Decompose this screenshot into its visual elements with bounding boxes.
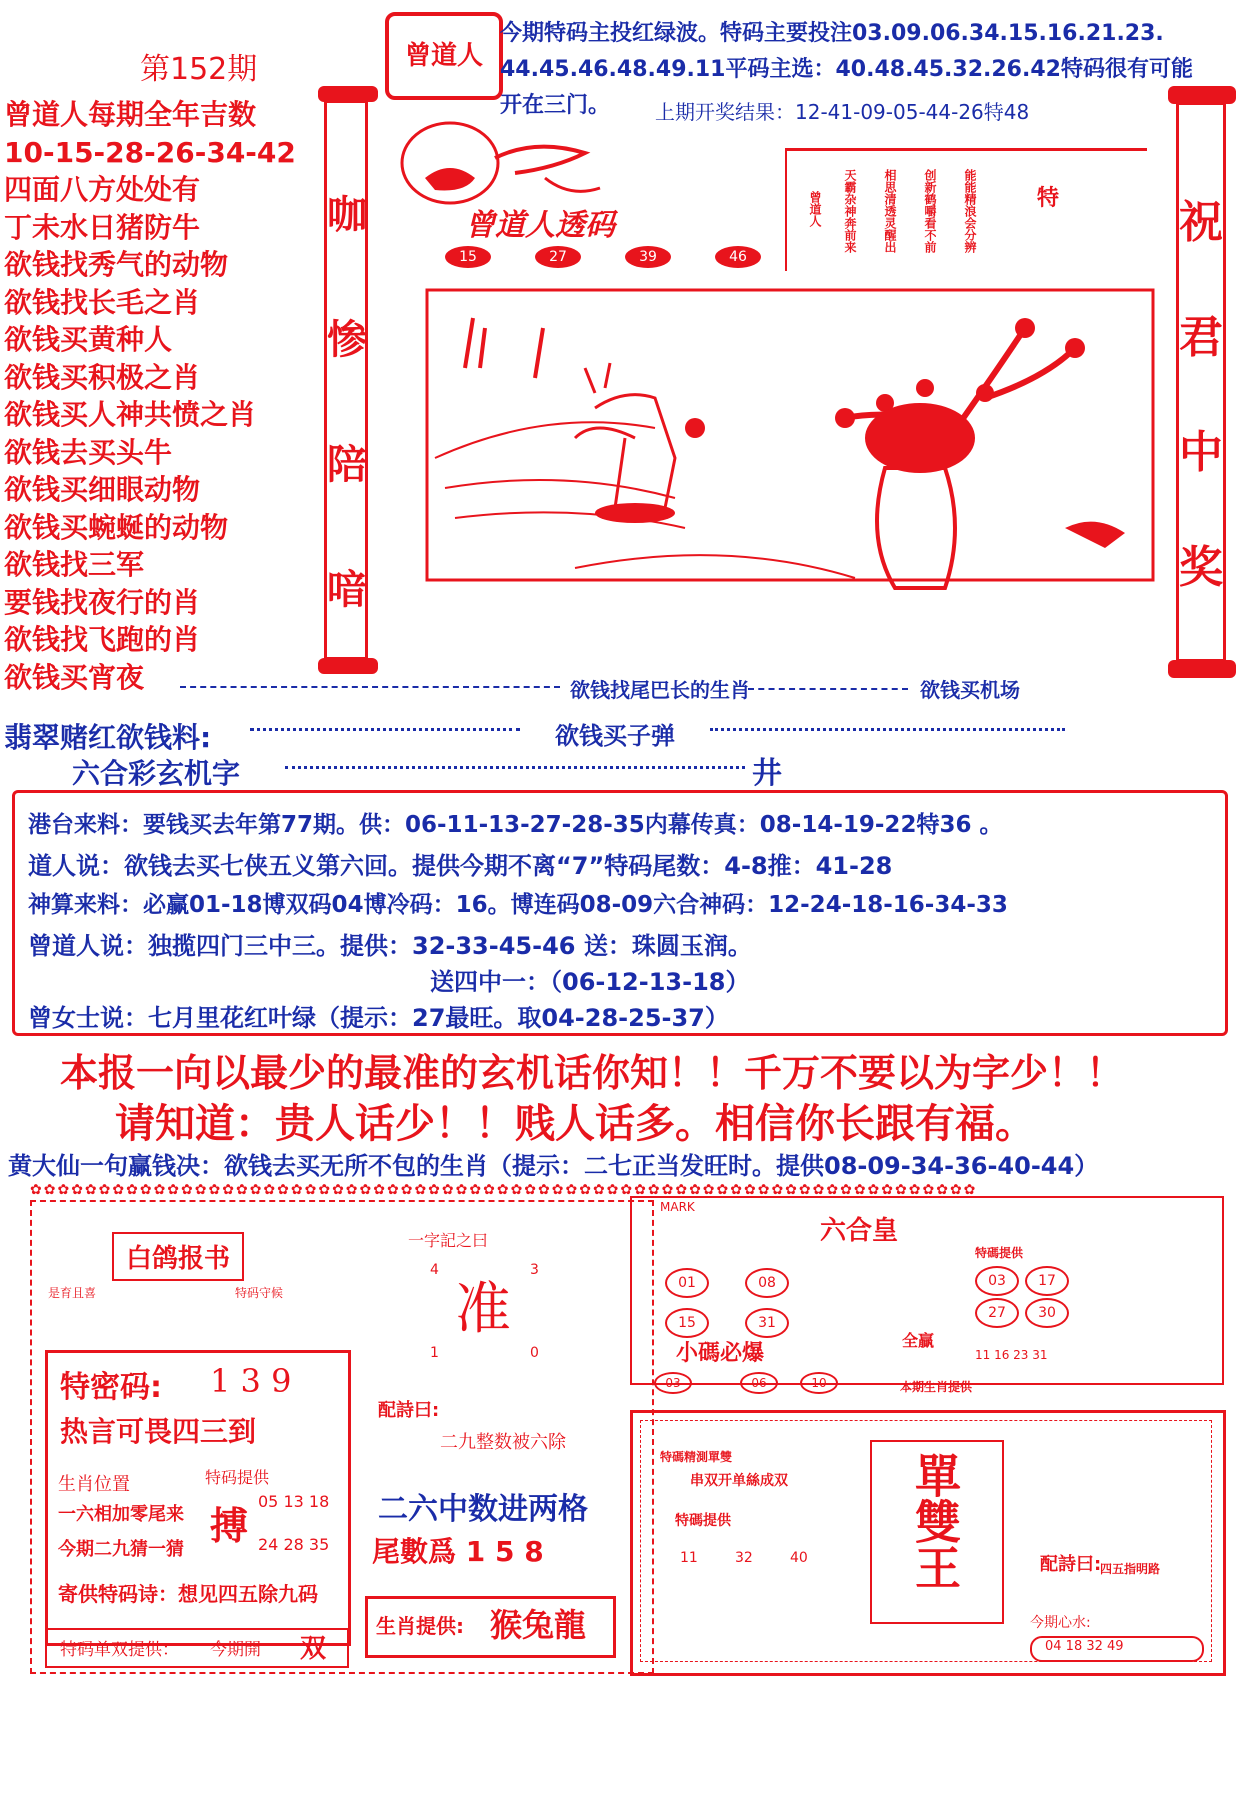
riddle-2: 欲钱买机场 <box>920 678 1020 702</box>
number-circle: 06 <box>740 1372 778 1394</box>
riddle-1: 欲钱找尾巴长的生肖 <box>570 678 750 702</box>
te-label: 特密码: <box>60 1370 162 1405</box>
tip-label-2: 特碼提供 <box>675 1513 731 1529</box>
number-circle: 03 <box>975 1266 1019 1296</box>
left-banner-char: 惨 <box>327 317 367 363</box>
dotted-divider <box>748 688 908 690</box>
number-circle: 01 <box>665 1268 709 1298</box>
top-line-2: 44.45.46.48.49.11平码主选：40.48.45.32.26.42特码很有可能 <box>500 57 1193 82</box>
left-line: 欲钱找飞跑的肖 <box>4 623 201 656</box>
star-border: ✿✿✿✿✿✿✿✿✿✿✿✿✿✿✿✿✿✿✿✿✿✿✿✿✿✿✿✿✿✿✿✿✿✿✿✿✿✿✿✿✿✿✿✿✿✿✿✿✿✿✿✿✿✿✿✿✿✿✿✿✿✿✿✿✿✿✿✿✿ <box>30 1182 978 1198</box>
right-banner-char: 中 <box>1179 427 1223 478</box>
small-note-1: 是育且喜 <box>48 1286 97 1300</box>
tip-num: 40 <box>790 1550 808 1566</box>
right-scroll <box>1176 102 1226 662</box>
left-banner-char: 咖 <box>327 192 367 238</box>
left-line: 丁未水日猪防牛 <box>4 210 201 244</box>
zi-n0: 0 <box>530 1345 539 1361</box>
left-banner-char: 喑 <box>327 567 367 613</box>
nums-a: 05 13 18 <box>258 1492 330 1511</box>
poem-col: 创新鹤嚼看不前 <box>923 169 937 253</box>
right-scroll-bottom <box>1168 660 1236 678</box>
zi-n3: 3 <box>530 1262 539 1278</box>
nums-b: 24 28 35 <box>258 1535 330 1554</box>
slogan-line-1: 本报一向以最少的最准的玄机话你知！！千万不要以为字少！！ <box>60 1050 1125 1095</box>
dbl-text: 串双开单絲成双 <box>690 1473 788 1489</box>
te-phrase: 热言可畏四三到 <box>60 1415 257 1448</box>
dbl-title: 特碼精測單雙 <box>660 1450 733 1464</box>
mid-line-2: 尾數爲 1 5 8 <box>372 1535 544 1568</box>
dotted-divider <box>250 728 520 731</box>
tip-num: 32 <box>735 1550 753 1566</box>
baige-title: 白鸽报书 <box>112 1232 244 1281</box>
zodiac-value: 猴兔龍 <box>490 1606 587 1644</box>
left-line: 欲钱去买头牛 <box>4 435 173 469</box>
number-circle: 03 <box>654 1372 692 1394</box>
left-line: 欲钱找秀气的动物 <box>4 248 229 281</box>
poem-col: 曾道人 <box>808 191 822 227</box>
right-banner-char: 君 <box>1179 312 1223 363</box>
small-title: 小碼必爆 <box>676 1341 765 1366</box>
left-line: 欲钱买人神共愤之肖 <box>4 398 257 431</box>
tip-label: 特码提供 <box>205 1468 270 1487</box>
te-numbers: 1 3 9 <box>210 1362 292 1400</box>
poem-col: 天霸杂神奔前来 <box>843 169 857 253</box>
king-title: 單雙王 <box>908 1452 962 1590</box>
pos-label: 生肖位置 <box>58 1474 130 1495</box>
dbl-text: 今期開 <box>210 1640 261 1660</box>
nums-row: 11 16 23 31 <box>975 1348 1048 1362</box>
dotted-divider <box>285 766 745 769</box>
right-poem-label: 配詩曰: <box>1040 1554 1102 1575</box>
tip-num: 11 <box>680 1550 698 1566</box>
left-line: 要钱找夜行的肖 <box>4 585 201 619</box>
scene-illustration <box>425 288 1155 648</box>
guess-text: 今期二九猜一猜 <box>58 1539 184 1560</box>
info-line: 曾女士说：七月里花红叶绿（提示：27最旺。取04-28-25-37） <box>28 1004 729 1032</box>
left-line: 欲钱找三军 <box>4 548 145 581</box>
mark-label: MARK <box>660 1200 695 1214</box>
te-mark: 特 <box>1037 186 1060 211</box>
left-banner-char: 陪 <box>327 442 367 488</box>
left-line: 欲钱买宵夜 <box>4 660 145 694</box>
number-ball: 27 <box>535 246 581 268</box>
left-line: 欲钱买黄种人 <box>4 323 173 356</box>
bo-char: 搏 <box>210 1504 249 1548</box>
number-circle: 30 <box>1025 1298 1069 1328</box>
last-result: 上期开奖结果：12-41-09-05-44-26特48 <box>655 100 1030 124</box>
left-column <box>4 96 314 696</box>
poem-col: 相思清透灵醒出 <box>883 169 897 253</box>
quan-label: 全贏 <box>902 1331 935 1350</box>
left-scroll <box>324 100 368 660</box>
dotted-divider <box>710 728 1065 731</box>
liuhe-title: 六合皇 <box>820 1216 899 1246</box>
slogan-line-2: 请知道：贵人话少！！贱人话多。相信你长跟有福。 <box>115 1100 1035 1147</box>
period-tip: 本期生肖提供 <box>900 1380 973 1394</box>
zodiac-label: 生肖提供: <box>376 1614 464 1638</box>
number-circle: 08 <box>745 1268 789 1298</box>
top-line-1: 今期特码主投红绿波。特码主要投注03.09.06.34.15.16.21.23. <box>500 21 1164 46</box>
label-liuhe: 六合彩玄机字 <box>72 757 241 790</box>
riddle-3: 欲钱买子弹 <box>555 722 675 750</box>
number-circle: 17 <box>1025 1266 1069 1296</box>
poem-col: 能能精浪会分辨 <box>963 169 977 253</box>
info-line: 道人说：欲钱去买七侠五义第六回。提供今期不离“7”特码尾数：4-8推：41-28 <box>28 852 893 880</box>
number-circle: 27 <box>975 1298 1019 1328</box>
right-banner-char: 祝 <box>1179 197 1223 248</box>
logo-text: 曾道人 <box>404 41 483 71</box>
right-poem: 四五指明路 <box>1100 1562 1161 1576</box>
te-tip: 特碼提供 <box>975 1246 1024 1260</box>
poem-block <box>785 148 1147 271</box>
dbl-label: 特码单双提供： <box>60 1640 179 1660</box>
info-line: 曾道人说：独揽四门三中三。提供：32-33-45-46 送：珠圆玉润。 <box>28 932 752 960</box>
zi-n4: 4 <box>430 1262 439 1278</box>
huang-daxian: 黄大仙一句赢钱决：欲钱去买无所不包的生肖（提示：二七正当发旺时。提供08-09-34-36-40-44） <box>8 1152 1099 1180</box>
number-circle: 31 <box>745 1308 789 1338</box>
number-ball: 15 <box>445 246 491 268</box>
number-ball: 46 <box>715 246 761 268</box>
dotted-divider <box>180 686 560 688</box>
issue-number: 第152期 <box>140 52 258 87</box>
picture-panel <box>385 118 1165 658</box>
dbl-value: 双 <box>300 1634 327 1664</box>
left-line: 10-15-28-26-34-42 <box>4 135 296 169</box>
pos-text: 一六相加零尾来 <box>58 1504 184 1525</box>
heart-label: 今期心水: <box>1030 1615 1091 1631</box>
poem-text: 寄供特码诗：想见四五除九码 <box>58 1582 318 1606</box>
number-circle: 10 <box>800 1372 838 1394</box>
info-line: 送四中一：（06-12-13-18） <box>430 968 750 996</box>
mid-line-1: 二六中数进两格 <box>378 1492 588 1527</box>
top-line-3: 开在三门。 <box>500 93 611 118</box>
left-line: 欲钱买细眼动物 <box>4 473 201 506</box>
info-line: 神算来料：必赢01-18博双码04博冷码：16。博连码08-09六合神码：12-24-18-16-34-33 <box>28 892 1008 918</box>
left-line: 欲钱找长毛之肖 <box>4 285 201 319</box>
left-line: 曾道人每期全年吉数 <box>4 98 257 131</box>
info-line: 港台来料：要钱买去年第77期。供：06-11-13-27-28-35内幕传真：08-14-19-22特36 。 <box>28 812 1003 838</box>
small-note-2: 特码守候 <box>235 1286 284 1300</box>
label-feicui: 翡翠赌红欲钱料: <box>4 721 212 754</box>
zi-n1: 1 <box>430 1345 439 1361</box>
zi-char: 准 <box>455 1277 511 1342</box>
picture-title: 曾道人透码 <box>465 208 615 243</box>
riddle-4: 井 <box>752 756 782 791</box>
number-ball: 39 <box>625 246 671 268</box>
heart-nums: 04 18 32 49 <box>1045 1639 1124 1654</box>
logo-stamp <box>385 12 503 100</box>
mid-poem: 二九整数被六除 <box>440 1432 566 1453</box>
right-banner-char: 奖 <box>1179 542 1223 593</box>
left-scroll-bottom <box>318 658 378 674</box>
zi-head: 一字記之曰 <box>408 1231 489 1250</box>
left-line: 欲钱买蜿蜒的动物 <box>4 510 229 544</box>
left-line: 四面八方处处有 <box>4 173 201 206</box>
number-circle: 15 <box>665 1308 709 1338</box>
poem-label: 配詩曰: <box>378 1400 440 1421</box>
left-line: 欲钱买积极之肖 <box>4 360 201 394</box>
